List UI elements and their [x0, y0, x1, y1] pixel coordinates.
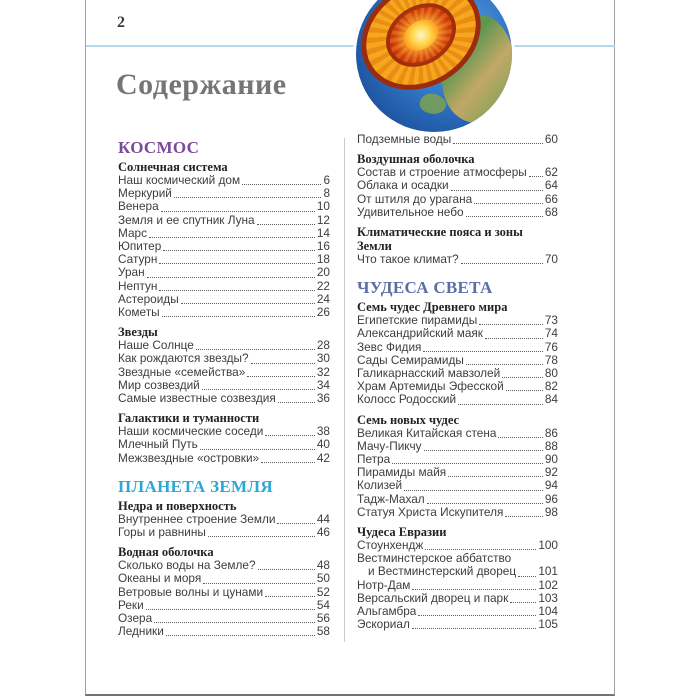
earth-inner-core: [398, 13, 445, 57]
dotted-leader: [257, 224, 315, 225]
dotted-leader: [196, 349, 315, 350]
toc-entry: [357, 493, 558, 506]
toc-entry-page: 90: [544, 452, 558, 467]
toc-entry-label: Океаны и моря: [118, 571, 202, 586]
toc-entry: [118, 280, 330, 293]
dotted-leader: [461, 263, 543, 264]
subsection-heading: Водная оболочка: [118, 545, 214, 560]
toc-entry-page: 34: [316, 377, 330, 392]
dotted-leader: [466, 364, 543, 365]
toc-entry: [118, 366, 330, 379]
toc-entry-label: Колосс Родосский: [357, 392, 457, 407]
toc-entry-page: 66: [544, 191, 558, 206]
dotted-leader: [479, 324, 543, 325]
toc-entry-label: Венера: [118, 199, 159, 214]
toc-entry-label: Облака и осадки: [357, 178, 449, 193]
section-heading: ПЛАНЕТА ЗЕМЛЯ: [118, 476, 273, 496]
toc-entry-page: 52: [316, 584, 330, 599]
header-rule: [86, 45, 615, 47]
subsection-heading: Воздушная оболочка: [357, 152, 475, 167]
toc-entry-page: 104: [538, 604, 558, 619]
toc-entry: [357, 506, 558, 519]
toc-entry: [118, 625, 330, 638]
toc-entry-page: 32: [316, 364, 330, 379]
toc-entry-page: 36: [316, 391, 330, 406]
page-number: 2: [117, 14, 125, 31]
toc-entry-label: Петра: [357, 452, 391, 467]
toc-entry-page: 48: [316, 558, 330, 573]
toc-entry-page: 18: [316, 252, 330, 267]
toc-entry-page: 92: [544, 465, 558, 480]
dotted-leader: [418, 615, 536, 616]
earth-outer-core: [375, 0, 467, 79]
toc-entry-label: Что такое климат?: [357, 252, 459, 267]
toc-entry-page: 30: [316, 351, 330, 366]
subsection-heading: Чудеса Евразии: [357, 525, 447, 540]
toc-entry: [357, 133, 558, 146]
toc-entry-label: Александрийский маяк: [357, 326, 483, 341]
subsection-heading: Галактики и туманности: [118, 411, 260, 426]
toc-entry-page: 105: [538, 617, 558, 632]
toc-entry-label: Самые известные созвездия: [118, 391, 276, 406]
dotted-leader: [202, 389, 315, 390]
toc-entry-label: Марс: [118, 225, 147, 240]
dotted-leader: [505, 516, 543, 517]
toc-entry-page: 58: [316, 624, 330, 639]
toc-entry-page: 103: [538, 590, 558, 605]
toc-entry: [357, 427, 558, 440]
dotted-leader: [518, 576, 536, 577]
toc-entry: [118, 266, 330, 279]
subsection-heading: Звезды: [118, 325, 158, 340]
toc-entry-label: Состав и строение атмосферы: [357, 165, 527, 180]
toc-entry-label: Стоунхендж: [357, 538, 424, 553]
subsection-heading: Климатические пояса и зоны Земли: [357, 225, 523, 254]
dotted-leader: [181, 303, 315, 304]
subsection-heading: Недра и поверхность: [118, 498, 237, 513]
toc-entry-page: 56: [316, 611, 330, 626]
toc-entry-label: Звездные «семейства»: [118, 364, 246, 379]
toc-entry-label: Эскориал: [357, 617, 410, 632]
toc-entry-label: Храм Артемиды Эфесской: [357, 379, 504, 394]
toc-entry-page: 88: [544, 438, 558, 453]
dotted-leader: [261, 462, 315, 463]
toc-entry-label: Нептун: [118, 278, 158, 293]
toc-entry-label: Сады Семирамиды: [357, 352, 464, 367]
toc-entry: [118, 526, 330, 539]
toc-entry: [118, 586, 330, 599]
toc-entry-page: 100: [538, 538, 558, 553]
toc-entry-page: 42: [316, 450, 330, 465]
toc-entry-page: 40: [316, 437, 330, 452]
toc-entry-page: 12: [316, 212, 330, 227]
toc-entry-label: Великая Китайская стена: [357, 425, 497, 440]
toc-entry: [357, 179, 558, 192]
dotted-leader: [154, 622, 315, 623]
dotted-leader: [200, 449, 315, 450]
toc-entry-label: Колизей: [357, 478, 403, 493]
toc-entry-page: 20: [316, 265, 330, 280]
dotted-leader: [208, 536, 315, 537]
toc-entry: [357, 253, 558, 266]
dotted-leader: [412, 589, 536, 590]
toc-entry-page: 44: [316, 511, 330, 526]
toc-entry-label: Как рождаются звезды?: [118, 351, 249, 366]
toc-entry-page: 14: [316, 225, 330, 240]
toc-entry-page: 16: [316, 239, 330, 254]
section-heading: КОСМОС: [118, 138, 200, 157]
dotted-leader: [161, 211, 315, 212]
toc-entry-page: 10: [316, 199, 330, 214]
dotted-leader: [498, 437, 542, 438]
toc-entry: [118, 200, 330, 213]
dotted-leader: [265, 435, 315, 436]
dotted-leader: [425, 549, 536, 550]
toc-entry-label: Подземные воды: [357, 132, 452, 146]
toc-entry-label: Земля и ее спутник Луна: [118, 212, 255, 227]
toc-entry: [118, 214, 330, 227]
toc-entry-label: Уран: [118, 265, 145, 280]
toc-entry-page: 94: [544, 478, 558, 493]
dotted-leader: [147, 277, 315, 278]
dotted-leader: [485, 338, 543, 339]
toc-entry-label: Горы и равнины: [118, 525, 206, 540]
dotted-leader: [502, 377, 543, 378]
toc-entry-page: 38: [316, 424, 330, 439]
dotted-leader: [258, 569, 315, 570]
toc-column-left: [118, 138, 330, 638]
toc-entry-page: 80: [544, 366, 558, 381]
toc-entry: [118, 452, 330, 465]
toc-entry-page: 68: [544, 204, 558, 219]
dotted-leader: [163, 250, 315, 251]
toc-entry-label: Мир созвездий: [118, 377, 200, 392]
dotted-leader: [265, 596, 315, 597]
dotted-leader: [458, 404, 543, 405]
dotted-leader: [453, 143, 543, 144]
dotted-leader: [474, 203, 543, 204]
toc-entry-label: Версальский дворец и парк: [357, 590, 509, 605]
dotted-leader: [529, 176, 543, 177]
dotted-leader: [277, 523, 314, 524]
dotted-leader: [166, 635, 315, 636]
subsection-heading: Семь новых чудес: [357, 412, 460, 427]
dotted-leader: [203, 583, 315, 584]
toc-entry: [357, 206, 558, 219]
toc-entry-page: 60: [544, 132, 558, 146]
page-title: Содержание: [116, 68, 287, 101]
dotted-leader: [392, 463, 543, 464]
toc-entry-page: 24: [316, 291, 330, 306]
toc-entry: [118, 438, 330, 451]
toc-entry-page: 74: [544, 326, 558, 341]
toc-entry-label: Сколько воды на Земле?: [118, 558, 256, 573]
toc-entry-page: 26: [316, 305, 330, 320]
toc-entry-label: Ледники: [118, 624, 164, 639]
dotted-leader: [247, 376, 315, 377]
toc-entry-page: 78: [544, 352, 558, 367]
toc-entry-page: 22: [316, 278, 330, 293]
dotted-leader: [149, 237, 315, 238]
toc-entry-page: 64: [544, 178, 558, 193]
toc-entry-label: Вестминстерское аббатство: [357, 551, 512, 566]
dotted-leader: [251, 363, 315, 364]
toc-entry: [118, 253, 330, 266]
toc-entry-page: 54: [316, 597, 330, 612]
toc-entry-label: Египетские пирамиды: [357, 313, 478, 328]
toc-entry-label: Зевс Фидия: [357, 339, 422, 354]
toc-entry-label: Межзвездные «островки»: [118, 450, 260, 465]
toc-entry-page: 101: [538, 564, 558, 579]
toc-entry-label: Статуя Христа Искупителя: [357, 504, 504, 519]
toc-entry-page: 76: [544, 339, 558, 354]
toc-entry-label: Реки: [118, 597, 144, 612]
toc-entry-label: Меркурий: [118, 186, 172, 201]
toc-entry-page: 96: [544, 491, 558, 506]
toc-entry-page: 84: [544, 392, 558, 407]
toc-entry-label: Галикарнасский мавзолей: [357, 366, 501, 381]
toc-entry: [357, 327, 558, 340]
toc-entry-label: Астероиды: [118, 291, 179, 306]
toc-entry-page: 50: [316, 571, 330, 586]
toc-entry-label: Наши космические соседи: [118, 424, 264, 439]
subsection-heading: Солнечная система: [118, 160, 228, 174]
toc-entry: [357, 341, 558, 354]
section-heading: ЧУДЕСА СВЕТА: [357, 278, 493, 298]
toc-entry-label: Мачу-Пикчу: [357, 438, 422, 453]
toc-entry-page: 62: [544, 165, 558, 180]
toc-entry: [118, 352, 330, 365]
dotted-leader: [162, 316, 315, 317]
toc-entry-page: 98: [544, 504, 558, 519]
toc-entry-label: Наше Солнце: [118, 338, 194, 353]
toc-entry-page: 82: [544, 379, 558, 394]
toc-entry: [118, 392, 330, 405]
dotted-leader: [506, 390, 543, 391]
toc-entry: [118, 572, 330, 585]
toc-entry-page: 46: [316, 525, 330, 540]
dotted-leader: [510, 602, 536, 603]
dotted-leader: [412, 628, 536, 629]
toc-entry-label: Озера: [118, 611, 153, 626]
toc-entry: [357, 618, 558, 631]
toc-entry-page: 28: [316, 338, 330, 353]
dotted-leader: [404, 490, 543, 491]
toc-entry-page: 73: [544, 313, 558, 328]
toc-entry-label: и Вестминстерский дворец: [368, 564, 517, 579]
dotted-leader: [448, 476, 543, 477]
toc-entry-label: Тадж-Махал: [357, 491, 425, 506]
toc-column-right: [357, 133, 558, 631]
toc-entry-label: Наш космический дом: [118, 173, 241, 187]
dotted-leader: [451, 190, 543, 191]
dotted-leader: [466, 216, 543, 217]
toc-entry-page: 102: [538, 577, 558, 592]
toc-entry-page: 6: [323, 173, 330, 187]
toc-entry-label: Сатурн: [118, 252, 158, 267]
toc-entry-label: Пирамиды майя: [357, 465, 447, 480]
toc-entry-label: Внутреннее строение Земли: [118, 511, 276, 526]
dotted-leader: [174, 197, 322, 198]
toc-entry: [357, 193, 558, 206]
dotted-leader: [159, 263, 315, 264]
dotted-leader: [423, 351, 542, 352]
subsection-heading: Семь чудес Древнего мира: [357, 300, 508, 315]
toc-entry-label: Альгамбра: [357, 604, 417, 619]
toc-entry-wrap: [357, 565, 558, 578]
toc-entry-label: Ветровые волны и цунами: [118, 584, 264, 599]
toc-entry: [357, 479, 558, 492]
dotted-leader: [146, 609, 315, 610]
dotted-leader: [278, 402, 315, 403]
toc-entry: [357, 393, 558, 406]
toc-entry-label: От штиля до урагана: [357, 191, 473, 206]
toc-entry-label: Нотр-Дам: [357, 577, 411, 592]
toc-entry-page: 86: [544, 425, 558, 440]
toc-entry-page: 70: [544, 252, 558, 267]
column-divider: [344, 138, 345, 642]
toc-entry-label: Кометы: [118, 305, 160, 320]
toc-entry-label: Юпитер: [118, 239, 162, 254]
dotted-leader: [424, 450, 543, 451]
toc-entry-label: Млечный Путь: [118, 437, 198, 452]
dotted-leader: [242, 184, 321, 185]
toc-entry-page: 8: [323, 186, 330, 201]
toc-entry-label: Удивительное небо: [357, 204, 464, 219]
toc-entry: [118, 306, 330, 319]
toc-entry: [357, 579, 558, 592]
dotted-leader: [159, 290, 314, 291]
dotted-leader: [427, 503, 543, 504]
